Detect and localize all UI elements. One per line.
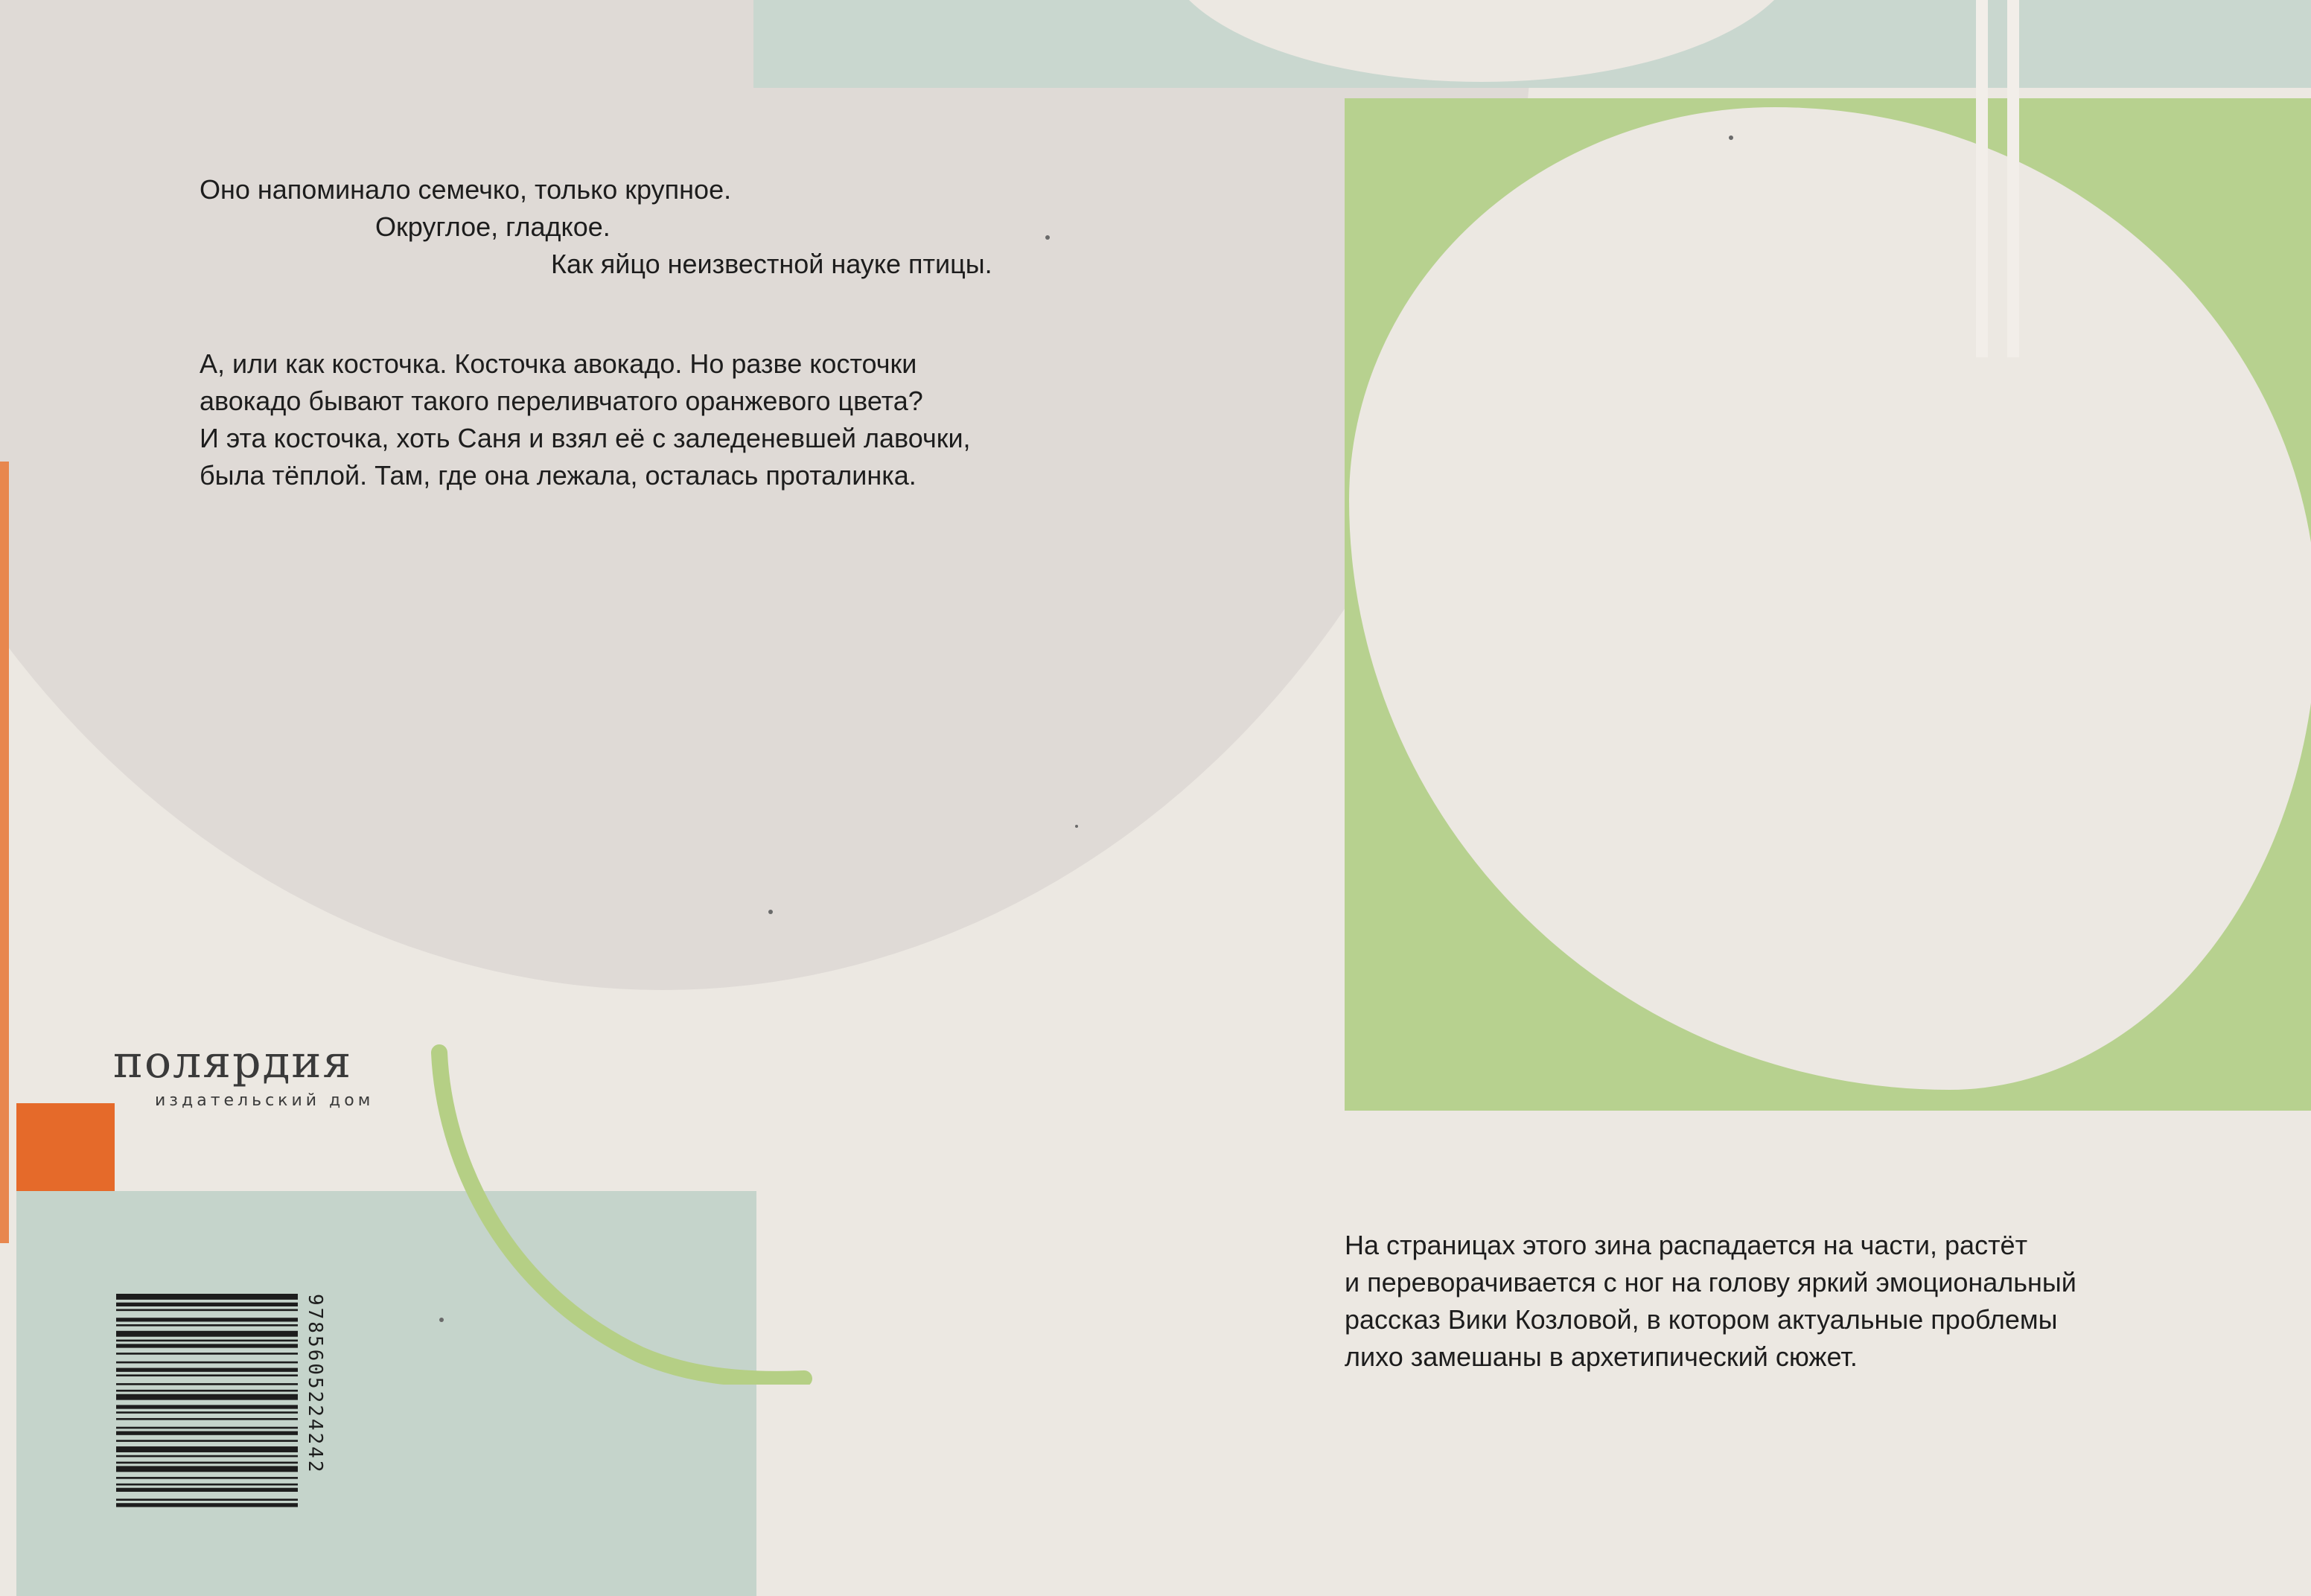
paragraph-line: А, или как косточка. Косточка авокадо. Но разве косточки [200, 348, 917, 379]
paper-speck [439, 1318, 444, 1322]
barcode-number-text: 9785605224242 [304, 1294, 326, 1475]
paper-speck [1075, 825, 1078, 828]
barcode-bar [116, 1466, 298, 1472]
barcode-bar [116, 1394, 298, 1400]
barcode-bar [116, 1462, 298, 1464]
lead-line-1: Оно напоминало семечко, только крупное. [200, 174, 732, 205]
barcode-bar [116, 1431, 298, 1435]
barcode-icon [116, 1294, 317, 1510]
barcode-bar [116, 1294, 298, 1300]
white-line [1976, 0, 1988, 357]
barcode-bar [116, 1374, 298, 1376]
publisher-subtitle: издательский дом [155, 1091, 374, 1110]
grey-circle-shape [0, 0, 1534, 990]
paper-speck [768, 910, 773, 914]
white-line [2007, 0, 2019, 357]
barcode-bar [116, 1383, 298, 1385]
barcode-bar [116, 1498, 298, 1501]
barcode-bar [116, 1353, 298, 1355]
lead-line-2: Округлое, гладкое. [375, 211, 611, 242]
barcode-bar [116, 1427, 298, 1429]
blurb-line: и переворачивается с ног на голову яркий эмоциональный [1345, 1267, 2076, 1297]
blurb-line: рассказ Вики Козловой, в котором актуальные проблемы [1345, 1304, 2058, 1335]
barcode-bar [116, 1455, 298, 1458]
barcode-bar [116, 1405, 298, 1408]
paper-speck [1045, 235, 1050, 240]
story-paragraph [200, 345, 971, 494]
barcode-bar [116, 1324, 298, 1327]
barcode-bar [116, 1318, 298, 1321]
lead-line-3: Как яйцо неизвестной науке птицы. [551, 249, 992, 279]
barcode-bar [116, 1503, 298, 1507]
barcode-bar [116, 1446, 298, 1452]
barcode-bar [116, 1411, 298, 1414]
paper-speck [1729, 135, 1733, 140]
barcode-bar [116, 1488, 298, 1492]
left-edge-orange-strip [0, 462, 9, 1243]
orange-square-shape [16, 1103, 115, 1191]
barcode-bar [116, 1477, 298, 1479]
barcode-bar [116, 1440, 298, 1442]
barcode-bar [116, 1390, 298, 1392]
barcode-number [304, 1294, 334, 1517]
publisher-logo [113, 1036, 381, 1114]
barcode-bar [116, 1484, 298, 1486]
book-blurb [1345, 1227, 2076, 1376]
paragraph-line: И эта косточка, хоть Саня и взял её с заледеневшей лавочки, [200, 423, 971, 453]
paragraph-line: была тёплой. Там, где она лежала, осталась проталинка. [200, 460, 917, 491]
barcode-bar [116, 1340, 298, 1342]
paragraph-line: авокадо бывают такого переливчатого оранжевого цвета? [200, 386, 923, 416]
cream-blob-shape [1349, 107, 2311, 1090]
blurb-line: На страницах этого зина распадается на части, растёт [1345, 1230, 2028, 1260]
green-square-shape [1345, 98, 2311, 1111]
vertical-white-lines [1966, 0, 2037, 357]
blurb-line: лихо замешаны в архетипический сюжет. [1345, 1341, 1858, 1372]
barcode-bar [116, 1368, 298, 1372]
barcode-bar [116, 1418, 298, 1420]
barcode-bar [116, 1362, 298, 1364]
publisher-name: полярдия [113, 1036, 353, 1088]
barcode-bar [116, 1303, 298, 1306]
barcode-bar [116, 1344, 298, 1347]
barcode-bar [116, 1309, 298, 1312]
green-curve-line [417, 1042, 819, 1385]
barcode-bar [116, 1331, 298, 1337]
